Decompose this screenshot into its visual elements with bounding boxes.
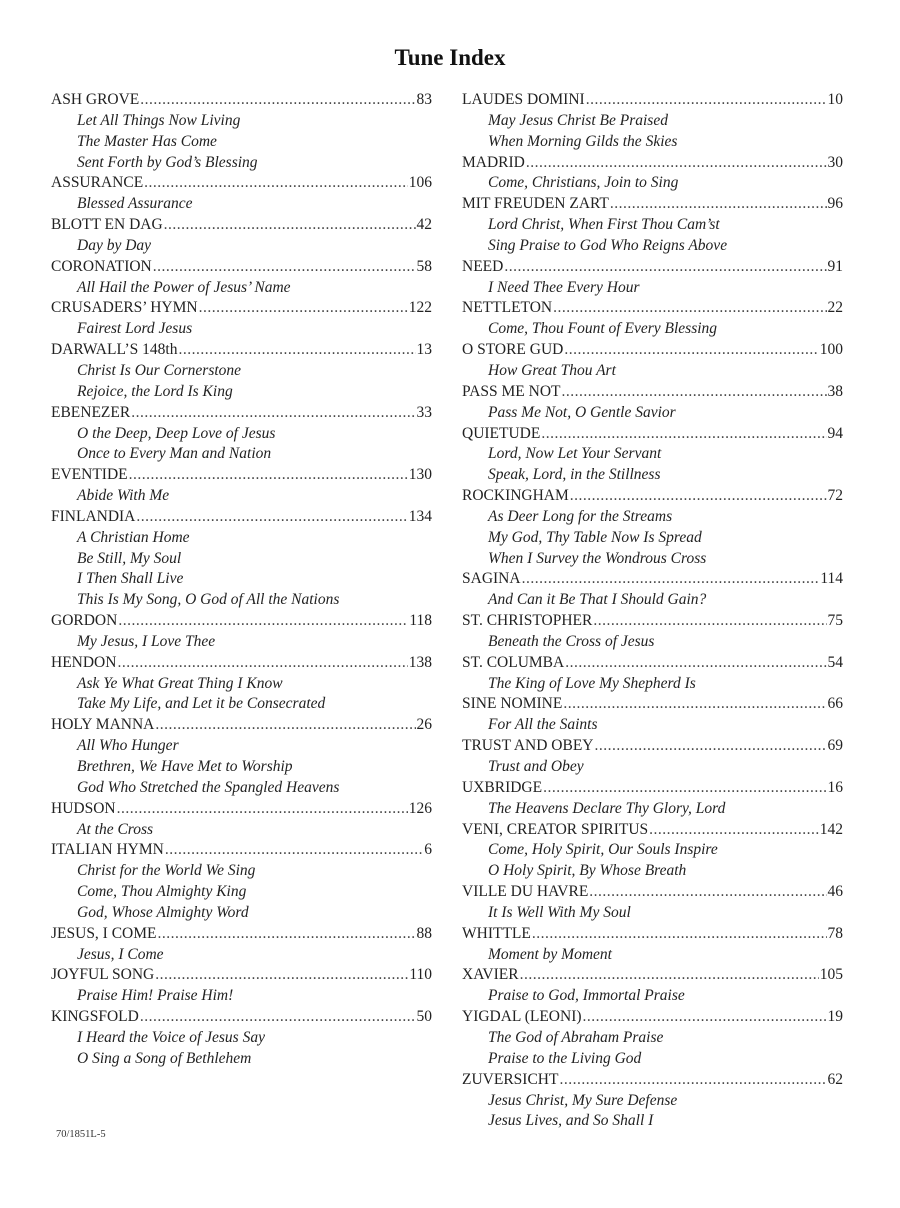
tune-entry	[462, 153, 843, 195]
dot-leader	[562, 382, 827, 403]
hymn-list	[462, 903, 843, 924]
hymn-list	[462, 111, 843, 153]
tune-row	[51, 90, 432, 111]
tune-name: CORONATION	[51, 257, 152, 275]
tune-name: PASS ME NOT	[462, 382, 561, 400]
dot-leader	[118, 611, 408, 632]
page-number: 75	[827, 612, 843, 630]
tune-name: VENI, CREATOR SPIRITUS	[462, 820, 649, 838]
tune-entry	[462, 965, 843, 1007]
hymn-list	[51, 986, 432, 1007]
tune-entry	[51, 403, 432, 466]
tune-row	[462, 611, 843, 632]
hymn-list	[462, 444, 843, 486]
hymn-title: Jesus Christ, My Sure Defense	[488, 1091, 678, 1109]
tune-name: HOLY MANNA	[51, 716, 155, 734]
hymn-list	[462, 278, 843, 299]
hymn-title: Christ for the World We Sing	[77, 862, 256, 880]
hymn-title: Beneath the Cross of Jesus	[488, 632, 655, 650]
tune-row	[51, 340, 432, 361]
dot-leader	[522, 569, 820, 590]
dot-leader	[532, 924, 827, 945]
tune-row	[51, 173, 432, 194]
page-number: 54	[827, 653, 843, 671]
tune-name: GORDON	[51, 612, 118, 630]
tune-entry	[51, 799, 432, 841]
tune-entry	[462, 882, 843, 924]
tune-name: EBENEZER	[51, 403, 131, 421]
hymn-title: At the Cross	[77, 820, 154, 838]
tune-entry	[51, 340, 432, 403]
page-number: 58	[416, 257, 432, 275]
dot-leader	[565, 653, 826, 674]
hymn-title: Praise to God, Immortal Praise	[488, 987, 685, 1005]
dot-leader	[583, 1007, 827, 1028]
tune-name: SAGINA	[462, 570, 521, 588]
tune-name: XAVIER	[462, 966, 519, 984]
hymn-title: Jesus, I Come	[77, 945, 164, 963]
hymn-title: I Heard the Voice of Jesus Say	[77, 1028, 265, 1046]
hymn-title: Be Still, My Soul	[77, 549, 182, 567]
hymn-list	[462, 840, 843, 882]
page-number: 26	[416, 716, 432, 734]
hymn-title: Once to Every Man and Nation	[77, 445, 272, 463]
hymn-title: Lord, Now Let Your Servant	[488, 445, 662, 463]
hymn-list	[462, 945, 843, 966]
hymn-title: Sent Forth by God’s Blessing	[77, 153, 258, 171]
tune-entry	[462, 340, 843, 382]
dot-leader	[594, 736, 826, 757]
tune-entry	[51, 1007, 432, 1070]
page-number: 106	[408, 174, 432, 192]
page-number: 142	[819, 820, 843, 838]
dot-leader	[610, 194, 827, 215]
tune-name: HUDSON	[51, 799, 116, 817]
hymn-list	[51, 736, 432, 799]
page-number: 100	[819, 341, 843, 359]
tune-entry	[462, 611, 843, 653]
hymn-list	[462, 173, 843, 194]
hymn-list	[462, 215, 843, 257]
page-number: 38	[827, 382, 843, 400]
hymn-list	[51, 111, 432, 174]
tune-entry	[462, 382, 843, 424]
tune-entry	[462, 90, 843, 153]
page-number: 13	[416, 341, 432, 359]
tune-entry	[462, 257, 843, 299]
dot-leader	[586, 90, 827, 111]
tune-entry	[462, 569, 843, 611]
tune-name: HENDON	[51, 653, 117, 671]
page-number: 110	[409, 966, 432, 984]
tune-row	[51, 799, 432, 820]
tune-name: VILLE DU HAVRE	[462, 883, 589, 901]
dot-leader	[144, 173, 408, 194]
hymn-title: Fairest Lord Jesus	[77, 320, 193, 338]
hymn-list	[51, 194, 432, 215]
tune-row	[51, 840, 432, 861]
hymn-list	[462, 799, 843, 820]
tune-entry	[462, 424, 843, 487]
hymn-list	[462, 757, 843, 778]
tune-name: CRUSADERS’ HYMN	[51, 299, 198, 317]
page-number: 96	[827, 195, 843, 213]
hymn-list	[462, 1091, 843, 1133]
tune-row	[51, 403, 432, 424]
dot-leader	[563, 694, 826, 715]
tune-row	[51, 965, 432, 986]
hymn-list	[51, 278, 432, 299]
tune-row	[462, 486, 843, 507]
tune-name: ST. COLUMBA	[462, 653, 565, 671]
hymn-title: My God, Thy Table Now Is Spread	[488, 528, 702, 546]
tune-name: ZUVERSICHT	[462, 1070, 559, 1088]
hymn-title: The King of Love My Shepherd Is	[488, 674, 696, 692]
tune-name: ITALIAN HYMN	[51, 841, 164, 859]
dot-leader	[649, 820, 819, 841]
dot-leader	[559, 1070, 826, 1091]
hymn-title: My Jesus, I Love Thee	[77, 632, 216, 650]
page-number: 78	[827, 924, 843, 942]
tune-row	[462, 424, 843, 445]
dot-leader	[129, 465, 408, 486]
tune-name: NETTLETON	[462, 299, 553, 317]
hymn-list	[462, 507, 843, 570]
tune-row	[51, 653, 432, 674]
tune-row	[462, 882, 843, 903]
hymn-title: All Who Hunger	[77, 737, 179, 755]
tune-name: BLOTT EN DAG	[51, 216, 163, 234]
tune-row	[51, 507, 432, 528]
hymn-title: Brethren, We Have Met to Worship	[77, 758, 293, 775]
tune-name: WHITTLE	[462, 924, 531, 942]
tune-name: QUIETUDE	[462, 424, 541, 442]
hymn-title: Moment by Moment	[488, 945, 612, 963]
tune-row	[462, 778, 843, 799]
dot-leader	[164, 215, 416, 236]
dot-leader	[140, 90, 415, 111]
page-number: 66	[827, 695, 843, 713]
tune-row	[462, 569, 843, 590]
page-number: 138	[408, 653, 432, 671]
page-number: 114	[820, 570, 843, 588]
tune-row	[51, 924, 432, 945]
tune-row	[462, 1007, 843, 1028]
hymn-title: Come, Thou Almighty King	[77, 883, 247, 901]
dot-leader	[589, 882, 826, 903]
hymn-title: Day by Day	[77, 236, 152, 254]
hymn-title: All Hail the Power of Jesus’ Name	[77, 278, 291, 296]
hymn-title: When I Survey the Wondrous Cross	[488, 549, 707, 567]
hymn-list	[51, 945, 432, 966]
tune-name: MADRID	[462, 153, 525, 171]
tune-entry	[51, 90, 432, 173]
tune-row	[462, 820, 843, 841]
dot-leader	[178, 340, 415, 361]
tune-row	[51, 215, 432, 236]
tune-entry	[462, 736, 843, 778]
dot-leader	[570, 486, 827, 507]
page-number: 42	[416, 216, 432, 234]
hymn-title: I Then Shall Live	[77, 570, 184, 588]
dot-leader	[543, 778, 826, 799]
page-number: 30	[827, 153, 843, 171]
tune-name: FINLANDIA	[51, 507, 136, 525]
tune-row	[462, 653, 843, 674]
page-number: 46	[827, 883, 843, 901]
tune-entry	[51, 298, 432, 340]
page-number: 130	[408, 466, 432, 484]
hymn-title: A Christian Home	[77, 528, 190, 546]
tune-entry	[51, 965, 432, 1007]
tune-entry	[51, 653, 432, 716]
page-number: 16	[827, 778, 843, 796]
page-number: 72	[827, 487, 843, 505]
hymn-title: The God of Abraham Praise	[488, 1028, 664, 1046]
page-number: 10	[827, 91, 843, 108]
hymn-title: Ask Ye What Great Thing I Know	[77, 674, 283, 692]
hymn-list	[51, 236, 432, 257]
hymn-list	[51, 820, 432, 841]
tune-name: ROCKINGHAM	[462, 487, 569, 505]
page-number: 105	[819, 966, 843, 984]
hymn-list	[462, 632, 843, 653]
tune-row	[462, 1070, 843, 1091]
hymn-title: Sing Praise to God Who Reigns Above	[488, 236, 728, 254]
hymn-title: Trust and Obey	[488, 758, 584, 775]
hymn-list	[462, 403, 843, 424]
tune-entry	[462, 1070, 843, 1133]
hymn-title: As Deer Long for the Streams	[488, 507, 673, 525]
tune-row	[51, 298, 432, 319]
tune-row	[51, 1007, 432, 1028]
tune-entry	[462, 486, 843, 569]
hymn-title: Take My Life, and Let it be Consecrated	[77, 695, 326, 713]
dot-leader	[504, 257, 826, 278]
hymn-title: Jesus Lives, and So Shall I	[488, 1112, 654, 1130]
page-number: 126	[408, 799, 432, 817]
dot-leader	[155, 965, 408, 986]
hymn-list	[51, 861, 432, 924]
tune-name: YIGDAL (LEONI)	[462, 1008, 582, 1026]
page-number: 50	[416, 1008, 432, 1026]
hymn-list	[462, 715, 843, 736]
hymn-list	[51, 486, 432, 507]
dot-leader	[117, 799, 408, 820]
page-number: 62	[827, 1070, 843, 1088]
tune-row	[51, 715, 432, 736]
tune-row	[462, 736, 843, 757]
hymn-list	[462, 674, 843, 695]
dot-leader	[136, 507, 407, 528]
tune-name: MIT FREUDEN ZART	[462, 195, 609, 213]
tune-name: ST. CHRISTOPHER	[462, 612, 593, 630]
tune-entry	[51, 840, 432, 923]
hymn-title: I Need Thee Every Hour	[488, 278, 640, 296]
hymn-title: Praise Him! Praise Him!	[77, 987, 234, 1005]
page-number: 122	[408, 299, 432, 317]
page-title: Tune Index	[394, 45, 506, 70]
index-column-left	[51, 90, 432, 1070]
tune-entry	[462, 820, 843, 883]
dot-leader	[155, 715, 415, 736]
tune-entry	[51, 924, 432, 966]
tune-entry	[462, 653, 843, 695]
tune-entry	[51, 715, 432, 798]
hymn-title: Abide With Me	[77, 487, 170, 505]
hymn-title: Praise to the Living God	[488, 1049, 642, 1067]
tune-name: UXBRIDGE	[462, 778, 543, 796]
dot-leader	[165, 840, 423, 861]
tune-name: LAUDES DOMINI	[462, 91, 585, 108]
hymn-title: This Is My Song, O God of All the Nations	[77, 591, 340, 609]
dot-leader	[520, 965, 819, 986]
dot-leader	[553, 298, 826, 319]
tune-row	[462, 382, 843, 403]
tune-name: JESUS, I COME	[51, 924, 157, 942]
hymn-title: O Sing a Song of Bethlehem	[77, 1049, 252, 1067]
tune-row	[51, 611, 432, 632]
dot-leader	[140, 1007, 416, 1028]
dot-leader	[199, 298, 408, 319]
tune-row	[462, 965, 843, 986]
tune-name: SINE NOMINE	[462, 695, 563, 713]
page-number: 88	[416, 924, 432, 942]
page-number: 94	[827, 424, 843, 442]
tune-entry	[51, 173, 432, 215]
page-number: 6	[424, 841, 432, 859]
dot-leader	[131, 403, 415, 424]
catalog-code: 70/1851L-5	[56, 1129, 106, 1140]
hymn-title: Come, Christians, Join to Sing	[488, 174, 679, 192]
dot-leader	[593, 611, 826, 632]
tune-entry	[462, 694, 843, 736]
hymn-list	[51, 674, 432, 716]
hymn-list	[462, 986, 843, 1007]
tune-row	[462, 194, 843, 215]
page-number: 118	[409, 612, 432, 630]
hymn-title: For All the Saints	[488, 716, 598, 734]
tune-entry	[462, 298, 843, 340]
dot-leader	[541, 424, 826, 445]
hymn-title: Let All Things Now Living	[77, 111, 241, 129]
hymn-title: And Can it Be That I Should Gain?	[488, 591, 707, 609]
tune-row	[462, 694, 843, 715]
tune-row	[462, 340, 843, 361]
hymn-list	[51, 424, 432, 466]
tune-entry	[462, 1007, 843, 1070]
tune-name: EVENTIDE	[51, 466, 128, 484]
hymn-title: O Holy Spirit, By Whose Breath	[488, 862, 687, 880]
hymn-title: Lord Christ, When First Thou Cam’st	[488, 216, 720, 234]
hymn-title: Christ Is Our Cornerstone	[77, 361, 242, 379]
hymn-list	[51, 319, 432, 340]
tune-row	[51, 465, 432, 486]
page-number: 83	[416, 91, 432, 108]
dot-leader	[564, 340, 818, 361]
tune-name: ASSURANCE	[51, 174, 144, 192]
hymn-title: How Great Thou Art	[488, 361, 616, 379]
hymn-title: May Jesus Christ Be Praised	[488, 111, 668, 129]
tune-name: DARWALL’S 148th	[51, 341, 178, 359]
tune-entry	[51, 215, 432, 257]
tune-entry	[51, 507, 432, 611]
dot-leader	[153, 257, 416, 278]
hymn-list	[51, 528, 432, 611]
tune-name: O STORE GUD	[462, 341, 564, 359]
index-column-right	[462, 90, 843, 1132]
tune-name: NEED	[462, 257, 504, 275]
hymn-title: God Who Stretched the Spangled Heavens	[77, 778, 340, 796]
tune-row	[462, 90, 843, 111]
page-number: 33	[416, 403, 432, 421]
hymn-title: Come, Thou Fount of Every Blessing	[488, 320, 718, 338]
page-number: 91	[827, 257, 843, 275]
tune-name: ASH GROVE	[51, 91, 140, 108]
hymn-list	[462, 590, 843, 611]
tune-entry	[462, 194, 843, 257]
tune-entry	[51, 611, 432, 653]
hymn-title: O the Deep, Deep Love of Jesus	[77, 424, 276, 442]
tune-entry	[51, 465, 432, 507]
tune-entry	[462, 924, 843, 966]
tune-row	[462, 298, 843, 319]
hymn-list	[51, 361, 432, 403]
tune-entry	[51, 257, 432, 299]
hymn-title: Blessed Assurance	[77, 195, 193, 213]
hymn-list	[51, 632, 432, 653]
hymn-title: The Heavens Declare Thy Glory, Lord	[488, 799, 726, 817]
tune-name: JOYFUL SONG	[51, 966, 155, 984]
tune-row	[51, 257, 432, 278]
hymn-title: God, Whose Almighty Word	[77, 903, 249, 921]
hymn-title: Pass Me Not, O Gentle Savior	[488, 403, 676, 421]
page-number: 69	[827, 737, 843, 755]
hymn-title: Come, Holy Spirit, Our Souls Inspire	[488, 841, 718, 859]
tune-name: KINGSFOLD	[51, 1008, 139, 1026]
hymn-title: The Master Has Come	[77, 132, 217, 150]
hymn-list	[462, 361, 843, 382]
hymn-list	[462, 319, 843, 340]
hymn-title: Speak, Lord, in the Stillness	[488, 466, 661, 484]
page-number: 134	[408, 507, 432, 525]
dot-leader	[526, 153, 827, 174]
page-number: 19	[827, 1008, 843, 1026]
hymn-list	[51, 1028, 432, 1070]
hymn-title: When Morning Gilds the Skies	[488, 132, 678, 150]
dot-leader	[117, 653, 407, 674]
hymn-title: Rejoice, the Lord Is King	[77, 382, 233, 400]
hymn-title: It Is Well With My Soul	[488, 903, 631, 921]
tune-row	[462, 257, 843, 278]
page-number: 22	[827, 299, 843, 317]
tune-name: TRUST AND OBEY	[462, 737, 594, 755]
tune-row	[462, 153, 843, 174]
dot-leader	[158, 924, 416, 945]
tune-row	[462, 924, 843, 945]
tune-entry	[462, 778, 843, 820]
hymn-list	[462, 1028, 843, 1070]
